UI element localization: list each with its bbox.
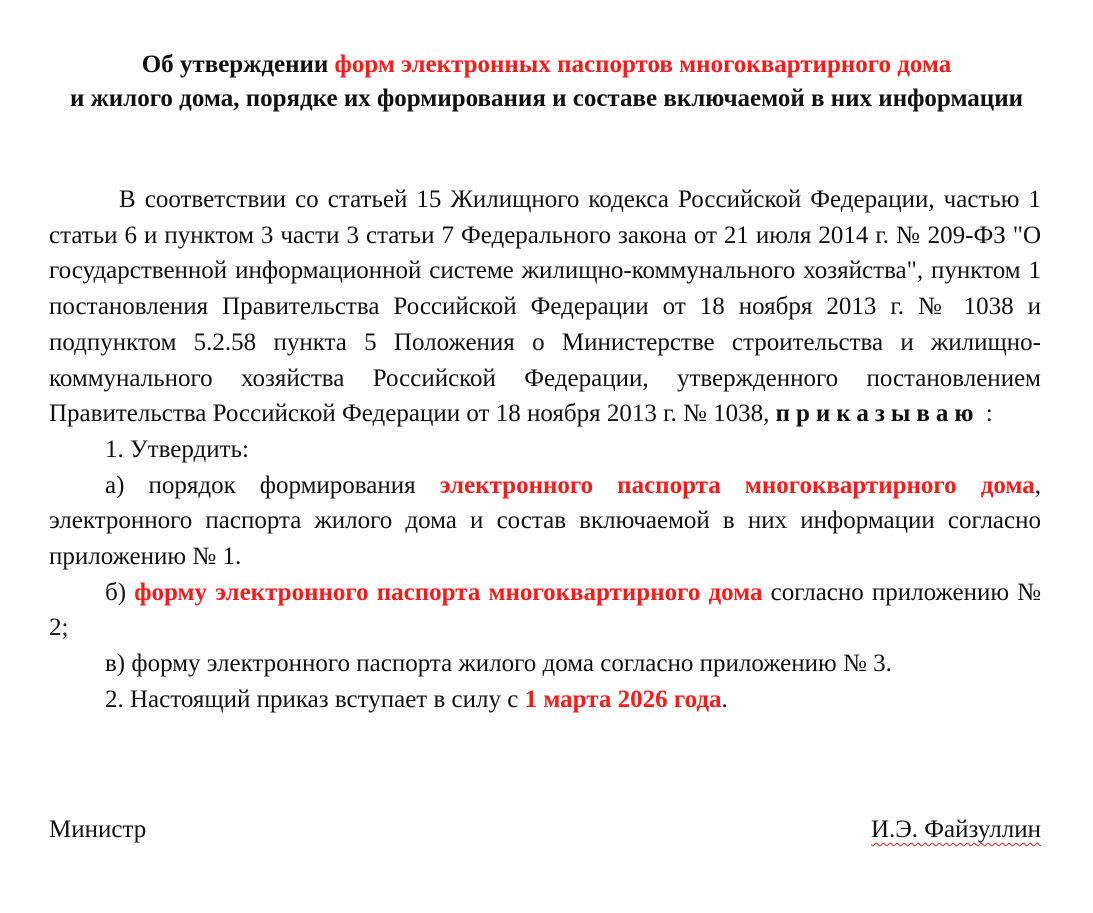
item-a-prefix: а) порядок формирования — [105, 471, 440, 499]
title-text-part3: и жилого дома, порядке их формирования и составе включаемой в них информации — [69, 85, 1024, 112]
item-1 — [49, 432, 1041, 468]
title-highlight: форм электронных паспортов многоквартирного дома — [334, 51, 952, 78]
item-b-highlight: форму электронного паспорта многоквартирного дома — [134, 578, 763, 606]
preamble-paragraph — [49, 182, 1041, 432]
preamble-text: В соответствии со статьей 15 Жилищного кодекса Российской Федерации, частью 1 статьи 6 и пунктом 3 части 3 статьи 7 Федерального закона от 21 июля 2014 г. № 209-ФЗ "О государственной информационной системе жилищно-коммунального хозяйства", пунктом 1 постановления Правительства Российской Федерации от 18 ноября 2013 г. № 1038 и подпунктом 5.2.58 пункта 5 Положения о Министерстве строительства и жилищно-коммунального хозяйства Российской Федерации, утвержденного постановлением Правительства Российской Федерации от 18 ноября 2013 г. № 1038, — [49, 186, 1041, 428]
item-2-highlight: 1 марта 2026 года — [524, 685, 722, 713]
item-2-prefix: 2. Настоящий приказ вступает в силу с — [105, 685, 525, 713]
item-a-suffix: , электронного паспорта жилого дома и состав включаемой в них информации согласно приложению № 1. — [49, 471, 1041, 571]
signer-name: И.Э. Файзуллин — [871, 816, 1041, 843]
item-v-text: в) форму электронного паспорта жилого дома согласно приложению № 3. — [105, 650, 892, 678]
order-word: приказываю — [775, 400, 980, 428]
document-body — [49, 182, 1041, 718]
item-v — [49, 646, 1041, 682]
item-a-highlight: электронного паспорта многоквартирного дома — [439, 471, 1035, 499]
item-b-prefix: б) — [105, 578, 135, 606]
item-2 — [49, 682, 1041, 718]
item-a — [49, 468, 1041, 575]
item-b-suffix: согласно приложению № 2; — [49, 578, 1041, 642]
document-title — [60, 48, 1033, 116]
signature-block — [49, 812, 1041, 847]
preamble-tail: : — [979, 400, 993, 428]
title-text-part1: Об утверждении — [141, 51, 335, 78]
signer-position: Министр — [49, 816, 147, 843]
item-1-text: 1. Утвердить: — [105, 435, 249, 463]
item-b — [49, 575, 1041, 646]
item-2-suffix: . — [721, 685, 728, 713]
